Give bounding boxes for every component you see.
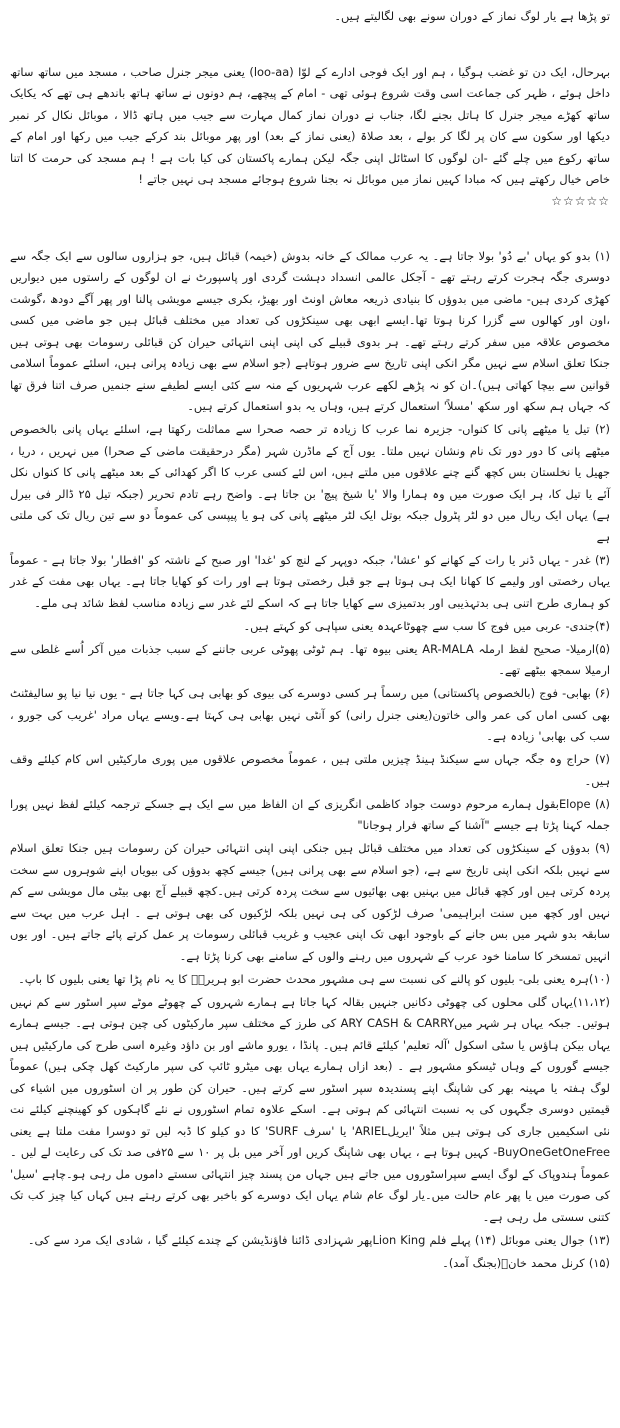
footnote-9: (۹) بدوؤں کے سینکڑوں کی تعداد میں مختلف قبائل ہیں جنکی اپنی اپنی انتہائی حیران کن رسومات ہیں جنکا تعلق اسلام سے نہیں بلکہ انکی اپنی تاریخ سے ہے، (جو اسلام سے بھی پرانی ہیں) جیسے کچھ بدوؤں کی بیویاں اپنے شوہروں سے سخت پردہ کرتی ہیں اور کچھ قبائل میں بہنیں بھی بھائیوں سے سخت پردہ کرتی ہیں۔کچھ قبیلے آج بھی بیٹی مال مویشی سے کم نہیں اور کچھ میں سنت ابراہیمی' صرف لڑکوں کی ہی نہیں بلکہ لڑکیوں کی بھی ہوتی ہے ۔ اہل عرب میں بہت سے سابقہ بدو شہر میں بس جانے کے باوجود ابھی تک اپنی عجیب و غریب قبائلی رسومات پر عمل کرتے پائے جاتے ہیں۔ اور یوں انہیں تمسخر کا سامنا خود عرب کے شہروں میں رہنے والوں کے سامنے بھی کرنا پڑتا ہے۔ (10, 841, 610, 963)
star-divider: ☆☆☆☆☆ (551, 193, 610, 208)
footnote-7: (۷) حراج وہ جگہ جہاں سے سیکنڈ ہینڈ چیزیں ملتی ہیں ، عموماً مخصوص علاقوں میں پوری مارکیٹیں اس کام کیلئے وقف ہیں۔ (10, 752, 610, 788)
footnote-11-12: (۱۱،۱۲)یہاں گلی محلوں کی چھوٹی دکانیں جنہیں بقالہ کہا جاتا ہے ہمارے شہروں کے چھوٹے موٹے سپر اسٹور سے کم نہیں ہوتیں۔ جبکہ یہاں ہر شہر میںARY CASH & CARRY کی طرز کے مختلف سپر مارکیٹوں کی چین ہوتی ہے۔ جیسے ہمارے یہاں بیکن ہاؤس یا سٹی اسکول 'آلہ تعلیم' کیلئے قائم ہیں۔ پانڈا ، یورو ماشے اور بن داؤد وغیرہ اسی طرح کی مارکیٹیں ہیں جیسے گوروں کے وہاں ٹیسکو مشہور ہے ۔ (بعد ازاں ہمارے یہاں بھی میٹرو ٹائپ کی سپر مارکیٹ کھل چکی ہیں) عموماً لوگ ہفتہ یا مہینہ بھر کی شاپنگ اپنے پسندیدہ سپر اسٹور سے کرتے ہیں۔ حیران کن طور پر ان اسٹوروں میں اشیاء کی قیمتیں دوسری جگہوں کی بہ نسبت انتہائی کم ہوتی ہے۔ اسکے علاوہ تمام اسٹوروں نے نئے گاہکوں کو کھینچنے کیلئے نت نئی اسکیمیں جاری کی ہوتی ہیں مثلاً 'ایریلARIEL' یا 'سرف SURF' کا دو کیلو کا ڈبہ لیں تو دوسرا مفت ملتا ہے یعنی BuyOneGetOneFree- کہیں ہوتا ہے ، یہاں بھی شاپنگ کریں اور آخر میں بل پر ۱۰ سے ۲۵فی صد تک کی رعایت لے لیں ۔عموماً ہندوپاک کے لوگ ایسے سپراسٹوروں میں جاتے ہیں جہاں من پسند چیز انتہائی سستے داموں مل رہی ہو۔چاہے 'سیل' کی صورت میں یا پھر عام حالت میں۔یار لوگ عام شام یہاں ایک دوسرے کو باخبر بھی کرتے رہتے ہیں کہاں کیا چیز کب تک کتنی سستی مل رہی ہے۔ (10, 994, 610, 1224)
anecdote-paragraph: بہرحال، ایک دن تو غضب ہوگیا ، ہم اور ایک فوجی ادارے کے لوّا (loo-aa) یعنی میجر جنرل صاحب ، مسجد میں ساتھ ساتھ داخل ہوئے ، ظہر کی جماعت اسی وقت شروع ہوئی تھی - امام کے پیچھے، ہم دونوں نے ساتھ ہاتھ باندھے ہی تھے کہ یکایک ساتھ کھڑے میجر جنرل کا ہاتل بجنے لگا، جناب نے دوران نماز کمال مہارت سے جیب میں ہاتھ ڈالا ، موبائل نکال کر نمبر دیکھا اور سکون سے کان پر لگا کر بولے ، بعد صلاۃ (یعنی نماز کے بعد) اور پھر موبائل بند کرکے جیب میں رکھا اور امام کے ساتھ رکوع میں چلے گئے -ان لوگوں کا اسٹائل اپنی جگہ لیکن ہمارے پاکستان کی کیا بات ہے ! ہم مسجد کی حرمت کا اتنا خاص خیال رکھتے ہیں کہ مبادا کہیں نماز میں موبائل نہ بجنا شروع ہوجائے مسجد ہی نہیں جاتے ! (10, 64, 610, 186)
footnote-15: (۱۵) کرنل محمد خانؒ(بجنگ آمد)۔ (442, 1255, 610, 1270)
footnote-5: (۵)ارمیلا- صحیح لفظ ارملہ AR-MALA یعنی بیوہ تھا۔ ہم ٹوٹی پھوٹی عربی جاننے کے سبب جذبات میں آکر اُسے غلطی سے ارمیلا سمجھ بیٹھے تھے۔ (10, 641, 611, 677)
footnote-1: (۱) بدو کو یہاں 'بے دُو' بولا جاتا ہے۔ یہ عرب ممالک کے خانہ بدوش (خیمہ) قبائل ہیں، جو ہزاروں سالوں سے ایک جگہ سے دوسری جگہ ہجرت کرتے رہتے تھے - آجکل عالمی انسداد دہشت گردی اور پاسپورٹ نے ان لوگوں کے راستوں میں دیواریں کھڑی کردی ہیں- ماضی میں بدوؤں کا بنیادی ذریعہ معاش اونٹ اور بھیڑ، بکری جیسے مویشی پالنا اور پھر آگے دودھ ،گوشت ،اون اور کھالوں سے گزرا کرنا ہوتا تھا۔ایسے ابھی بھی سینکڑوں کی تعداد میں مختلف قبائل ہیں جو ماضی میں کسی مخصوص علاقہ میں سفر کرتے رہتے تھے۔ ہر بدوی قبیلے کی اپنی اپنی انتہائی حیران کن قبائلی رسومات بھی ہوتی ہیں جنکا تعلق اسلام سے نہیں مگر انکی اپنی تاریخ سے ضرور ہوتاہے (جو اسلام سے بھی زیادہ پرانی ہیں، اسلئے عموماً اسلامی قوانین سے بیچا کھاتی ہیں)۔ان کو نہ پڑھے لکھے عرب شہریوں کے منہ سے کئی ایسے لطیفے سنے جنمیں صرف اتنا فرق تھا کہ جہاں ہم سکھ اور سکھ 'مسلاً' استعمال کرتے ہیں، وہاں یہ بدو استعمال کرتے ہیں۔ (10, 248, 610, 413)
intro-line: تو پڑھا ہے یار لوگ نماز کے دوران سونے بھی لگالیتے ہیں۔ (334, 9, 610, 23)
footnote-13-14: (۱۳) جوال یعنی موبائل (۱۴) پہلے فلم Lion Kingپھر شہزادی ڈائنا فاؤنڈیشن کے چندے کیلئے گیا ، شادی ایک مرد سے کی۔ (27, 1232, 610, 1247)
footnote-2: (۲) تیل یا میٹھے پانی کا کنواں- جزیرہ نما عرب کا زیادہ تر حصہ صحرا سے مماثلت رکھتا ہے، اسلئے یہاں پانی بالخصوص میٹھے پانی کا دور دور تک نام ونشان نہیں ملتا۔ یوں آج کے ماڈرن شہر (مگر درحقیقت ماضی کے صحرا) میں نہریں ، دریا ، جھیل یا نخلستان بس کچھ گنے چنے علاقوں میں ملتے ہیں، اس لئے کسی عرب کا اگر کھدائی کے بعد میٹھے پانی کا کنواں نکل آئے یا تیل کا، ہر ایک صورت میں وہ ہمارا والا 'یا شیخ پیچ' بن جاتا ہے۔ واضح رہے تادم تحریر (جبکہ تیل ۲۵ ڈالر فی بیرل ہے) یہاں ایک ریال میں دو لٹر پٹرول جبکہ بوتل ایک لٹر میٹھے پانی کی ہو یا پیپسی کی عموماً دو سے تین ریال تک کی ملتی ہے (10, 422, 610, 544)
footnote-10: (۱۰)ہرہ یعنی بلی- بلیوں کو پالنے کی نسبت سے ہی مشہور محدث حضرت ابو ہریرہؓ کا یہ نام پڑا تھا یعنی بلیوں کا باپ۔ (18, 971, 610, 986)
footnotes (10, 246, 610, 1275)
footnote-4: (۴)جندی- عربی میں فوج کا سب سے چھوٹاعہدہ یعنی سپاہی کو کہتے ہیں۔ (243, 618, 610, 633)
footnote-6: (۶) بھابی- فوج (بالخصوص پاکستانی) میں رسماً ہر کسی دوسرے کی بیوی کو بھابی ہی کہا جاتا ہے - یوں نیا نیا پو سالیفٹنٹ بھی کسی اماں کی عمر والی خاتون(یعنی جنرل رانی) کو آنٹی نہیں بھابی ہی کہتا ہے۔ویسے یہاں مراد 'غریب کی جورو ، سب کی بھابی' زیادہ ہے۔ (10, 686, 610, 743)
section-gap (10, 28, 610, 62)
footnote-3: (۳) غدر - یہاں ڈنر یا رات کے کھانے کو 'عشا'، جبکہ دوپہر کے لنچ کو 'غدا' اور صبح کے ناشتہ کو 'افطار' بولا جاتا ہے - عموماً یہاں رخصتی اور ولیمے کا کھانا ایک ہی ہوتا ہے جو قبل رخصتی ہوتا ہے اور رات کو کھایا جاتا ہے۔ یہاں بھی مفت کے غدر کو ہماری طرح اتنی ہی بدتہذیبی اور بدتمیزی سے کھایا جاتا ہے کہ اسکے لئے غدر سے زیادہ مناسب لفظ شائد ہی ملے۔ (10, 552, 610, 610)
footnote-8: (۸) Elopeبقول ہمارے مرحوم دوست جواد کاظمی انگریزی کے ان الفاظ میں سے ایک ہے جسکے ترجمہ کیلئے لفظ نہیں پورا جملہ کہنا پڑتا ہے جیسے "آشنا کے ساتھ فرار ہوجانا" (10, 796, 610, 832)
section-gap (10, 212, 610, 246)
